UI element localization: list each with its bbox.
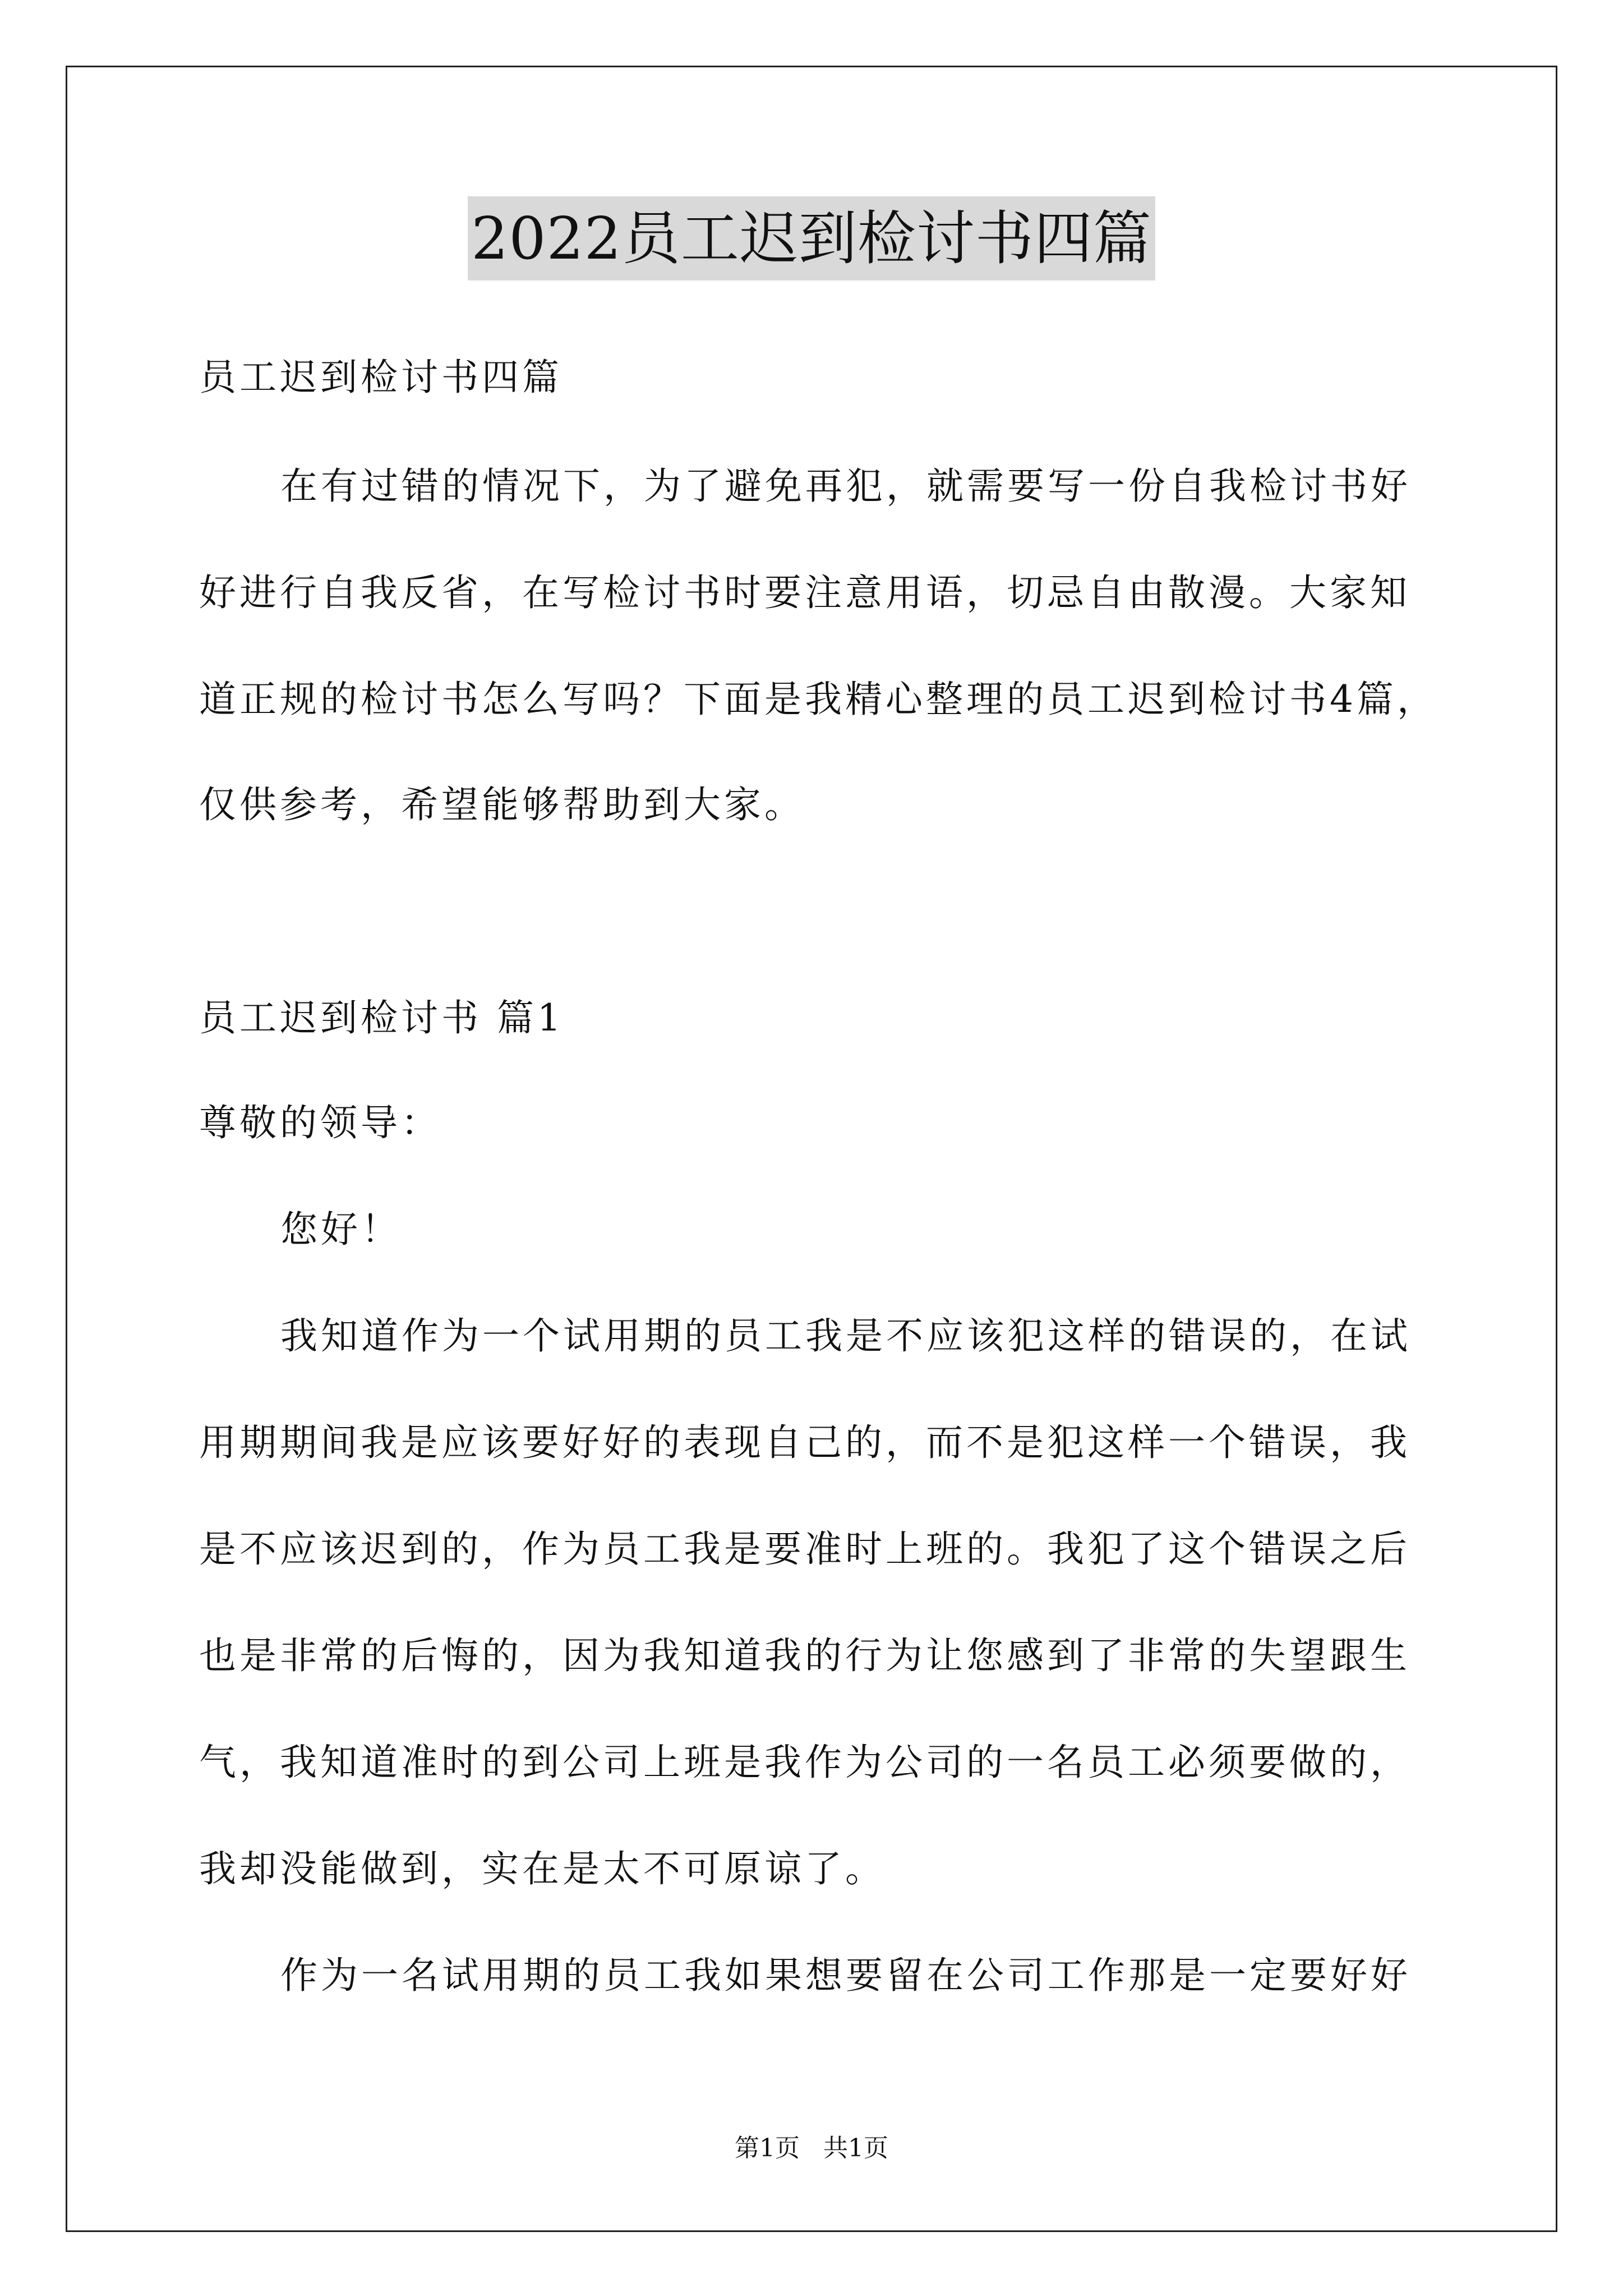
body-line-1: 我知道作为一个试用期的员工我是不应该犯这样的错误的，在试 xyxy=(280,1314,1411,1358)
body-line-2: 用期期间我是应该要好好的表现自己的，而不是犯这样一个错误，我 xyxy=(199,1421,1410,1464)
intro-line-2: 好进行自我反省，在写检讨书时要注意用语，切忌自由散漫。大家知 xyxy=(199,571,1410,614)
intro-line-4: 仅供参考，希望能够帮助到大家。 xyxy=(199,783,805,826)
title-container xyxy=(0,196,1623,280)
subtitle-line: 员工迟到检讨书四篇 xyxy=(199,356,562,399)
body-line-3: 是不应该迟到的，作为员工我是要准时上班的。我犯了这个错误之后 xyxy=(199,1527,1410,1571)
section-heading: 员工迟到检讨书 篇1 xyxy=(199,996,564,1039)
salutation: 尊敬的领导： xyxy=(199,1101,441,1144)
document-title: 2022员工迟到检讨书四篇 xyxy=(468,196,1155,280)
body-line-7: 作为一名试用期的员工我如果想要留在公司工作那是一定要好好 xyxy=(280,1954,1411,1997)
intro-line-3: 道正规的检讨书怎么写吗？下面是我精心整理的员工迟到检讨书4篇， xyxy=(199,678,1437,721)
greeting: 您好！ xyxy=(280,1208,402,1251)
page-footer: 第1页 共1页 xyxy=(735,2134,888,2162)
body-line-6: 我却没能做到，实在是太不可原谅了。 xyxy=(199,1847,886,1890)
intro-line-1: 在有过错的情况下，为了避免再犯，就需要写一份自我检讨书好 xyxy=(280,464,1411,508)
body-line-4: 也是非常的后悔的，因为我知道我的行为让您感到了非常的失望跟生 xyxy=(199,1634,1410,1677)
body-line-5: 气，我知道准时的到公司上班是我作为公司的一名员工必须要做的， xyxy=(199,1741,1410,1784)
